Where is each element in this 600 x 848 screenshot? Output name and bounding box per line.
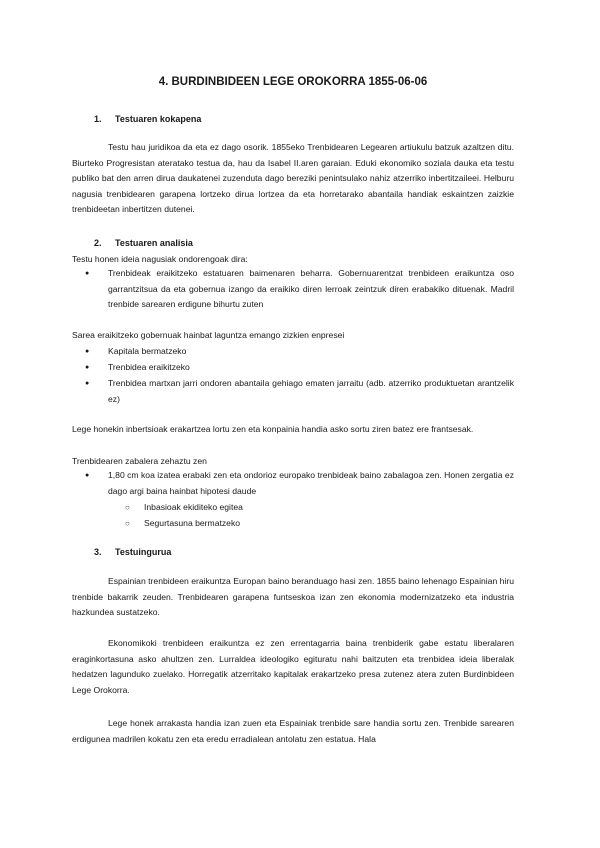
list-item-text: Trenbideak eraikitzeko estatuaren baimenaren beharra. Gobernuarentzat trenbideen eraikuntza oso garrantzitsua da eta gobernua izango da eraikiko diren lerroak zeintzuk diren erabakiko dituenak. Madril trenbide sarearen erdigune bihurtu zuten: [108, 268, 514, 310]
list-item: [85, 376, 514, 407]
sub-list-item-text: Inbasioak ekiditeko egitea: [144, 502, 243, 512]
section-title: Testuaren analisia: [115, 238, 193, 248]
list-item-text: 1,80 cm koa izatea erabaki zen eta ondorioz europako trenbideak baino zabalagoa zen. Honen zergatia ez dago argi baina hainbat hipotesi daude: [108, 470, 514, 496]
section-heading-3: [94, 547, 171, 557]
section-number: 1.: [94, 114, 102, 124]
paragraph-investment: Lege honekin inbertsioak erakartzea lortu zen eta konpainia handia asko sortu ziren batez ere frantsesak.: [72, 424, 474, 434]
bullet-icon: ●: [85, 364, 90, 371]
list-item: [85, 344, 514, 360]
section-number: 2.: [94, 238, 102, 248]
section-title: Testuingurua: [115, 547, 172, 557]
section-heading-1: [94, 114, 201, 124]
analysis-intro: Testu honen ideia nagusiak ondorengoak dira:: [72, 254, 248, 264]
support-intro: Sarea eraikitzeko gobernuak hainbat laguntza emango zizkien enpresei: [72, 330, 345, 340]
section-number: 3.: [94, 547, 102, 557]
gauge-intro: Trenbidearen zabalera zehaztu zen: [72, 456, 207, 466]
paragraph-context-1: Espainian trenbideen eraikuntza Europan baino beranduago hasi zen. 1855 baino lehenago Espainian hiru trenbide bakarrik zeuden. Trenbidearen garapena funtseskoa izan zen ekonomia modernizatzeko eta industria hazkundea sustatzeko.: [72, 576, 514, 618]
bullet-icon: ●: [85, 472, 90, 479]
sub-list-item-text: Segurtasuna bermatzeko: [144, 518, 241, 528]
list-item-text: Trenbidea eraikitzeko: [108, 362, 190, 372]
paragraph-context: Testu hau juridikoa da eta ez dago osorik. 1855eko Trenbidearen Legearen artiukulu batzuk azaltzen ditu. Biurteko Progresistan ateratako testua da, hau da Isabel II.aren garaian. Eduki ekonomiko soziala dauka eta testu publiko bat den arren dirua daukatenei zuzenduta dago bereziki penintsulako nahiz atzerriko inbertitzaileei. Helburu nagusia trenbidearen garapena lortzeko dirua lortzea da eta horretarako abantaila handiak eskaintzen zaizkie trenbideetan inbertitzen dutenei.: [72, 142, 514, 215]
sub-list-item: [125, 516, 241, 532]
page-title: 4. BURDINBIDEEN LEGE OROKORRA 1855-06-06: [158, 76, 428, 88]
paragraph-context-2: Ekonomikoki trenbideen eraikuntza ez zen errentagarria baina trenbiderik gabe estatu liberalaren eraginkortasuna asko ahultzen zen. Lurraldea ideologiko egituratu nahi baitzuten eta trenbidea ideia liberalak hedatzen lagunduko zuelako. Horregatik atzerritako kapitalak erakartzeko presa zutenez atera zuten Burdinbideen Lege Orokorra.: [72, 638, 514, 695]
sub-list-item: [125, 500, 243, 516]
list-item-text: Kapitala bermatzeko: [108, 346, 187, 356]
list-item: [85, 360, 514, 376]
circle-bullet-icon: ○: [125, 503, 130, 512]
list-item: [85, 468, 514, 499]
list-item-text: Trenbidea martxan jarri ondoren abantaila gehiago ematen jarraitu (adb. atzerriko produktuetan arantzelik ez): [108, 378, 514, 404]
bullet-icon: ●: [85, 348, 90, 355]
section-title: Testuaren kokapena: [115, 114, 202, 124]
bullet-icon: ●: [85, 270, 90, 277]
section-heading-2: [94, 238, 193, 248]
circle-bullet-icon: ○: [125, 519, 130, 528]
bullet-icon: ●: [85, 380, 90, 387]
list-item: [85, 266, 514, 313]
paragraph-context-3: Lege honek arrakasta handia izan zuen eta Espainiak trenbide sare handia sortu zen. Trenbide sarearen erdigunea madrilen kokatu zen eta eredu erradialean antolatu zen estatua. Hala: [72, 718, 514, 744]
